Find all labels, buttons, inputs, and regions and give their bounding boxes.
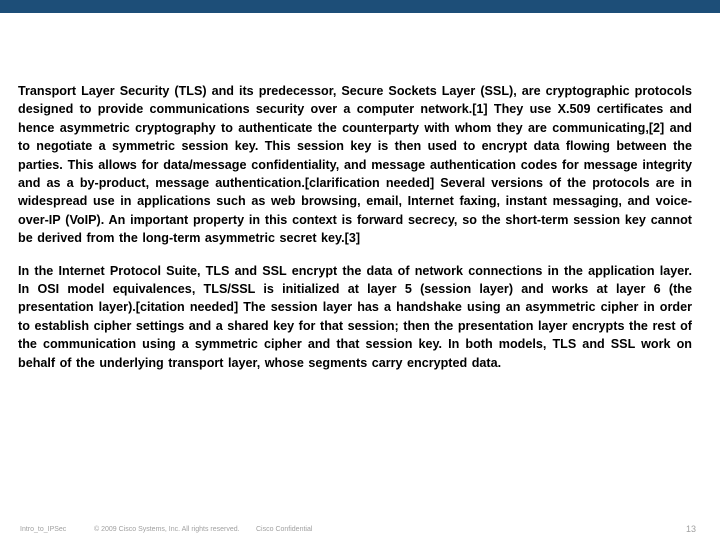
page-number: 13: [685, 524, 696, 534]
paragraph-tls-layers: In the Internet Protocol Suite, TLS and SSL encrypt the data of network connections in the application layer. In OSI model equivalences, TLS/SSL is initialized at layer 5 (session layer) and works at layer 6 (the presentation layer).[citation needed] The session layer has a handshake using an asymmetric cipher in order to establish cipher settings and a shared key for that session; then the presentation layer encrypts the rest of the communication using a symmetric cipher and that session key. In both models, TLS and SSL work on behalf of the underlying transport layer, whose segments carry encrypted data.: [18, 263, 692, 370]
footer-confidentiality: Cisco Confidential: [256, 526, 313, 533]
paragraph-tls-overview: Transport Layer Security (TLS) and its predecessor, Secure Sockets Layer (SSL), are cryptographic protocols designed to provide communications security over a computer network.[1] They use X.509 certificates and hence asymmetric cryptography to authenticate the counterparty with whom they are communicating,[2] and to negotiate a symmetric session key. This session key is then used to encrypt data flowing between the parties. This allows for data/message confidentiality, and message authentication codes for message integrity and as a by-product, message authentication.[clarification needed] Several versions of the protocols are in widespread use in applications such as web browsing, email, Internet faxing, instant messaging, and voice-over-IP (VoIP). An important property in this context is forward secrecy, so the short-term session key cannot be derived from the long-term asymmetric secret key.[3]: [18, 84, 692, 246]
header-bar: [0, 0, 720, 13]
footer-file-name: Intro_to_IPSec: [20, 526, 67, 533]
slide-body: [18, 82, 692, 372]
footer-copyright: © 2009 Cisco Systems, Inc. All rights reserved.: [94, 526, 240, 533]
